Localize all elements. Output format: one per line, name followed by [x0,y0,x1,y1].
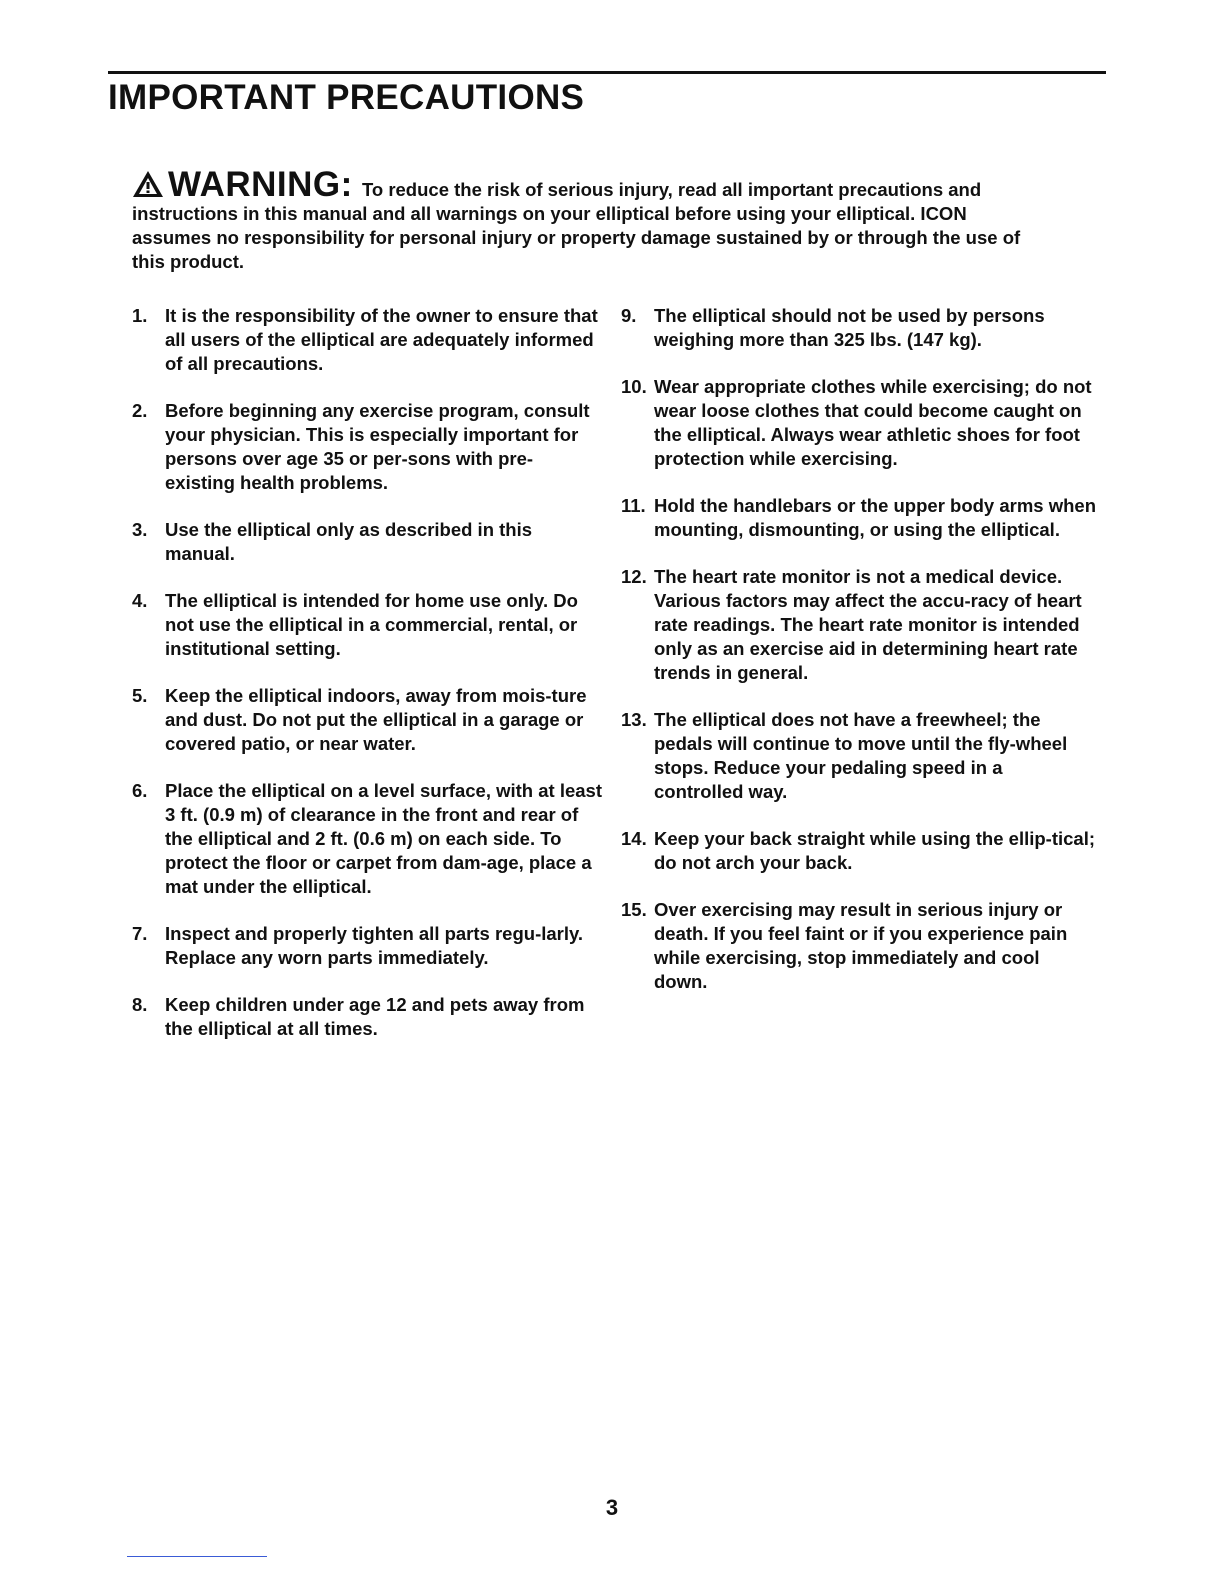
item-text: The elliptical is intended for home use only. Do not use the elliptical in a commercial, rental, or institutional setting. [165,590,578,659]
item-number: 2. [132,400,148,421]
item-text: Over exercising may result in serious injury or death. If you feel faint or if you experience pain while exercising, stop immediately and cool down. [654,899,1068,992]
list-item [621,304,1096,352]
list-item [132,993,602,1041]
item-number: 10. [621,376,647,397]
item-number: 11. [621,495,646,516]
warning-heading [132,165,358,204]
item-text: Hold the handlebars or the upper body arms when mounting, dismounting, or using the elliptical. [654,495,1097,540]
warning-triangle-icon [132,170,164,198]
item-number: 13. [621,709,647,730]
item-text: Use the elliptical only as described in this manual. [165,519,533,564]
list-item [621,898,1096,994]
list-item [621,827,1096,875]
warning-block [132,165,1032,274]
page-number: 3 [605,1495,619,1520]
item-number: 7. [132,923,148,944]
item-number: 15. [621,899,647,920]
list-item [132,684,602,756]
item-text: Wear appropriate clothes while exercising; do not wear loose clothes that could become caught on the elliptical. Always wear athletic shoes for foot protection while exercising. [654,376,1092,469]
item-text: Place the elliptical on a level surface, with at least 3 ft. (0.9 m) of clearance in the front and rear of the elliptical and 2 ft. (0.6 m) on each side. To protect the floor or carpet from dam-age, place a mat under the elliptical. [165,780,602,897]
item-text: It is the responsibility of the owner to ensure that all users of the elliptical are adequately informed of all precautions. [165,305,598,374]
list-item [132,779,602,899]
item-number: 6. [132,780,148,801]
item-number: 3. [132,519,148,540]
item-text: Before beginning any exercise program, consult your physician. This is especially important for persons over age 35 or per-sons with pre-existing health problems. [165,400,590,493]
list-item [132,518,602,566]
list-item [621,565,1096,685]
item-text: The elliptical does not have a freewheel; the pedals will continue to move until the fly-wheel stops. Reduce your pedaling speed in a controlled way. [654,709,1068,802]
list-item [621,375,1096,471]
precautions-right-column [621,304,1096,1017]
footer-line [127,1556,267,1557]
item-number: 9. [621,305,637,326]
precautions-left-column [132,304,602,1064]
item-number: 8. [132,994,148,1015]
item-number: 14. [621,828,647,849]
warning-label: WARNING: [168,165,353,204]
item-number: 5. [132,685,148,706]
warning-text: To reduce the risk of serious injury, read all important precautions and instructions in this manual and all warnings on your elliptical before using your elliptical. ICON assumes no responsibility for personal injury or property damage sustained by or through the use of this product. [132,179,1021,272]
list-item [132,922,602,970]
item-number: 4. [132,590,148,611]
page-title: IMPORTANT PRECAUTIONS [108,78,585,117]
list-item [621,708,1096,804]
list-item [132,304,602,376]
item-text: The heart rate monitor is not a medical device. Various factors may affect the accu-racy of heart rate readings. The heart rate monitor is intended only as an exercise aid in determining heart rate trends in general. [654,566,1082,683]
list-item [621,494,1096,542]
header-rule [108,71,1106,74]
item-number: 12. [621,566,647,587]
item-text: Keep your back straight while using the ellip-tical; do not arch your back. [654,828,1096,873]
item-text: Keep the elliptical indoors, away from mois-ture and dust. Do not put the elliptical in a garage or covered patio, or near water. [165,685,587,754]
item-text: The elliptical should not be used by persons weighing more than 325 lbs. (147 kg). [654,305,1045,350]
list-item [132,399,602,495]
item-text: Keep children under age 12 and pets away from the elliptical at all times. [165,994,585,1039]
list-item [132,589,602,661]
item-text: Inspect and properly tighten all parts regu-larly. Replace any worn parts immediately. [165,923,584,968]
item-number: 1. [132,305,148,326]
